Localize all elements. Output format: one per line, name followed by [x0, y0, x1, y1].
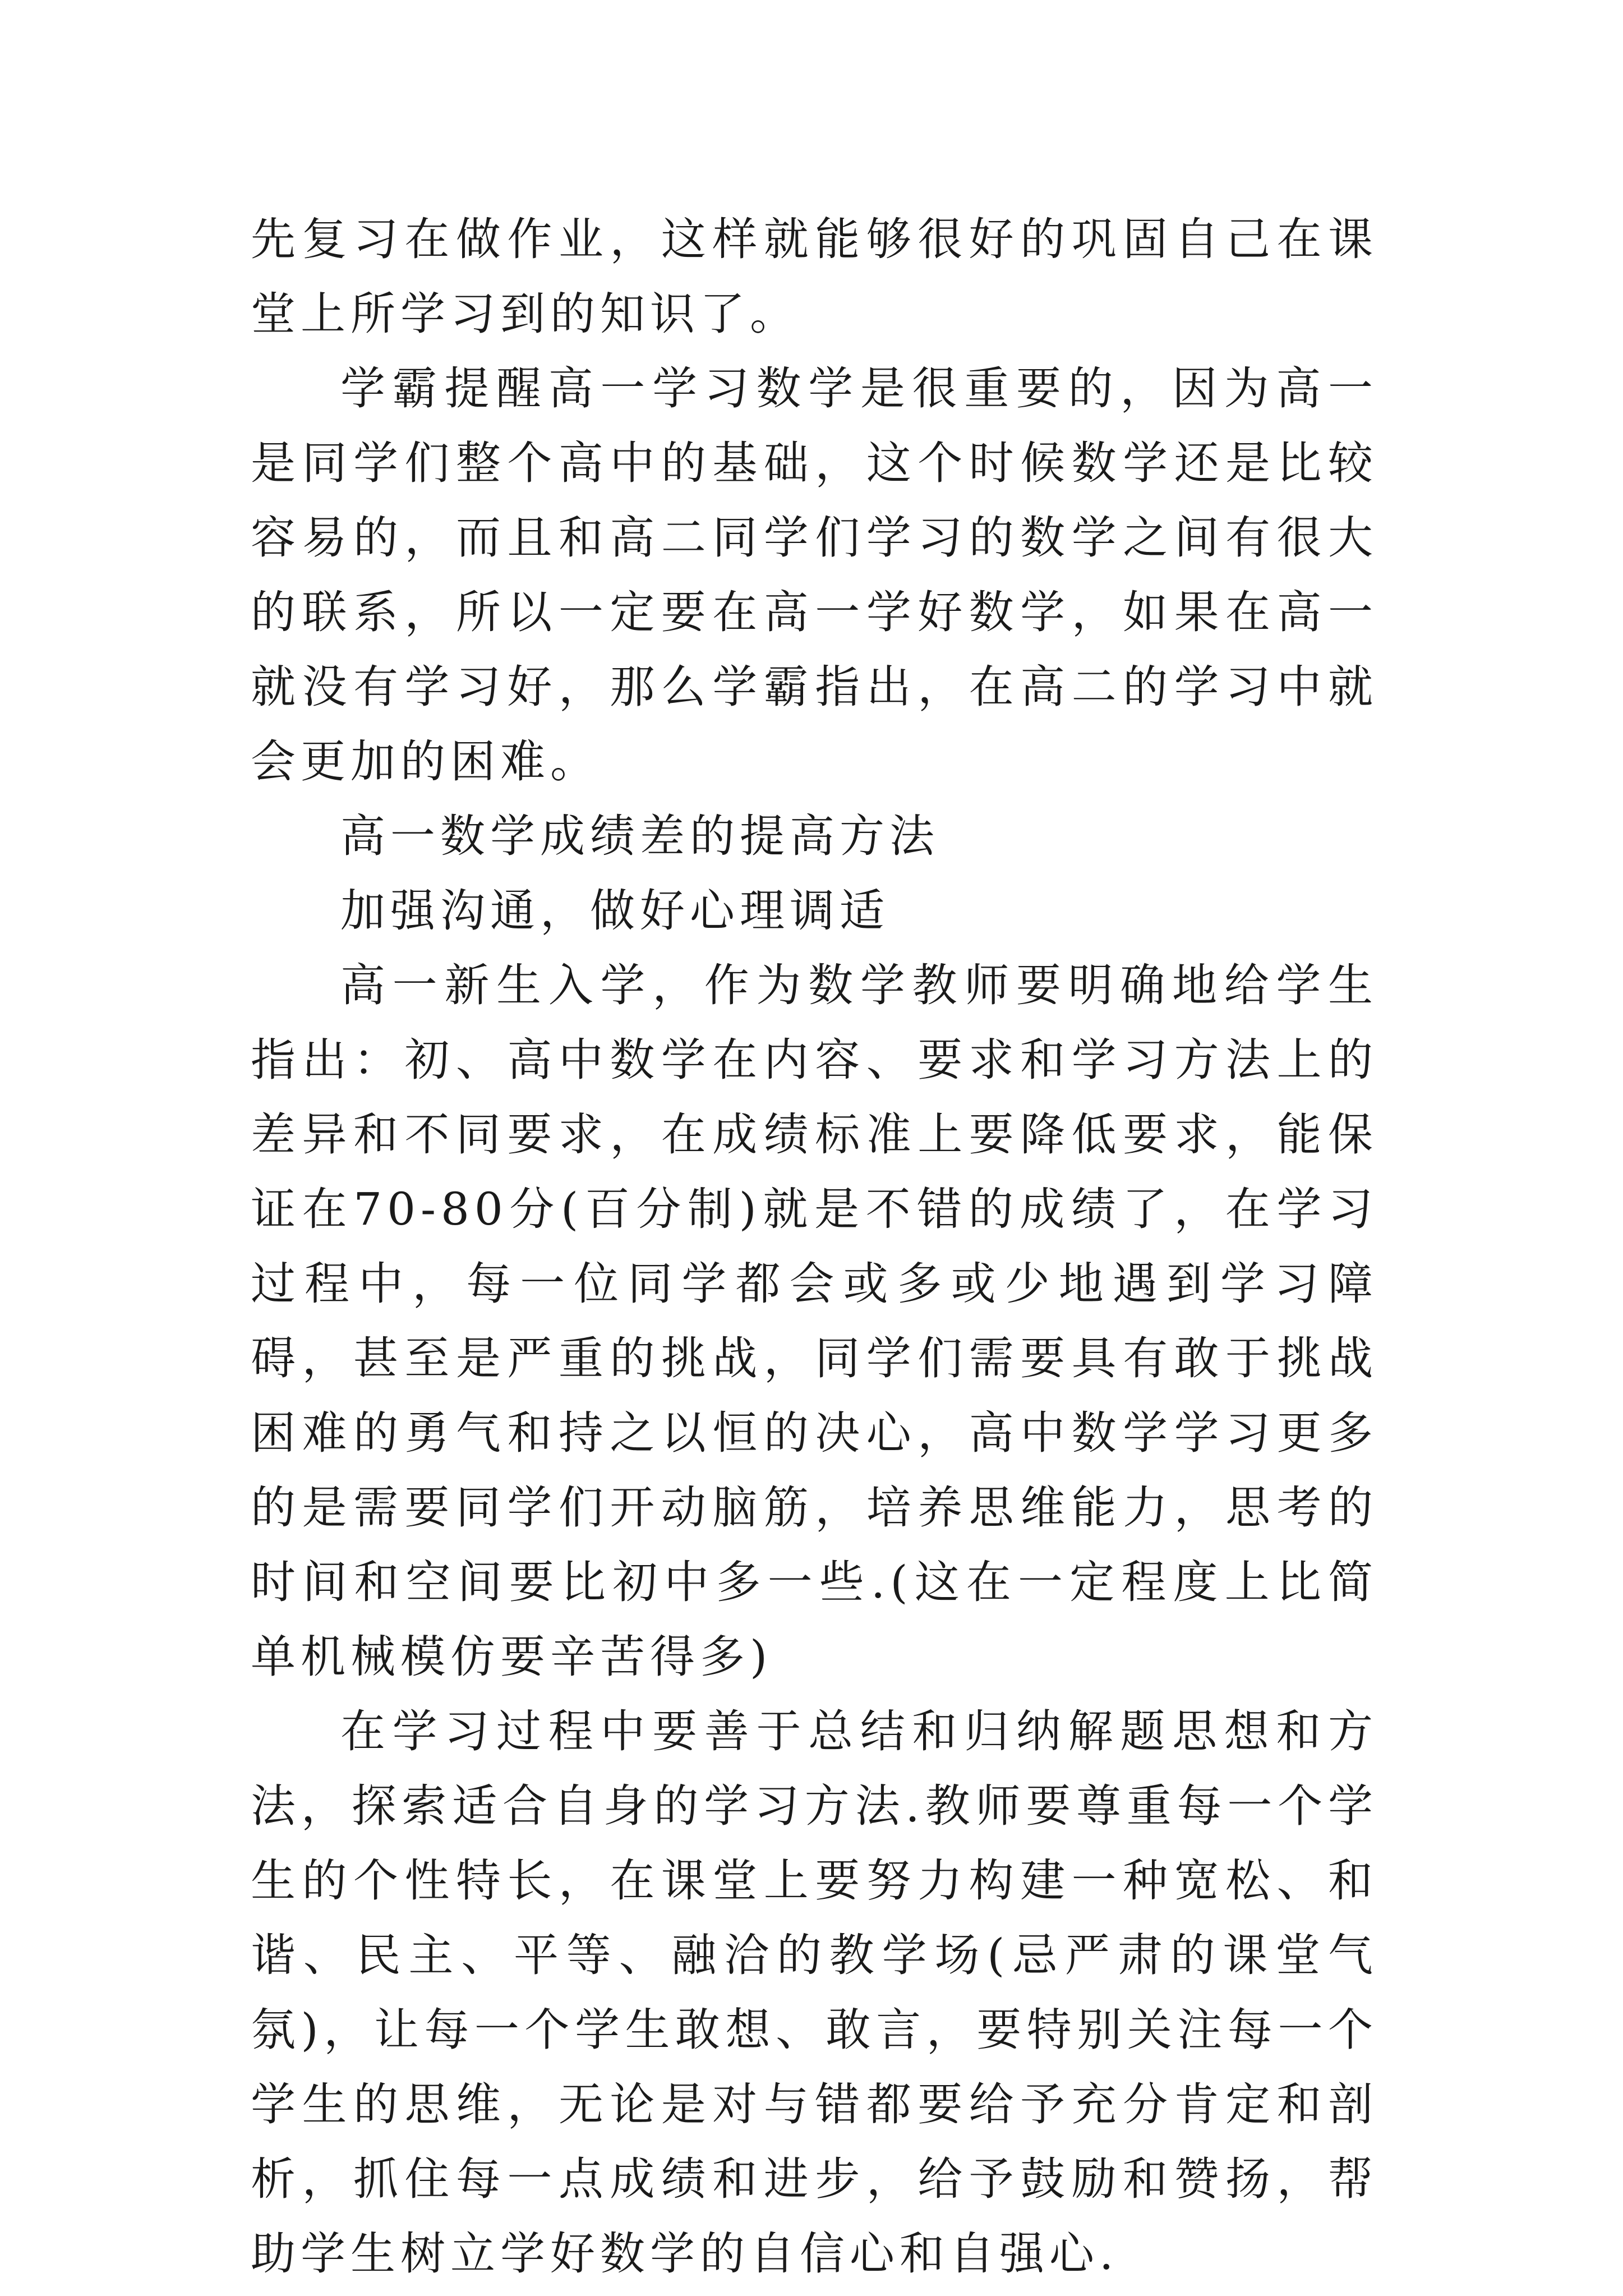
document-body	[251, 202, 1378, 2291]
paragraph-new-students: 高一新生入学，作为数学教师要明确地给学生指出：初、高中数学在内容、要求和学习方法上的差异和不同要求，在成绩标准上要降低要求，能保证在70-80分(百分制)就是不错的成绩了，在学习过程中，每一位同学都会或多或少地遇到学习障碍，甚至是严重的挑战，同学们需要具有敢于挑战困难的勇气和持之以恒的决心，高中数学学习更多的是需要同学们开动脑筋，培养思维能力，思考的时间和空间要比初中多一些.(这在一定程度上比简单机械模仿要辛苦得多)	[251, 959, 1378, 1683]
section-heading: 高一数学成绩差的提高方法	[340, 810, 939, 862]
subsection-heading: 加强沟通，做好心理调适	[340, 885, 889, 937]
paragraph-learning-methods: 在学习过程中要善于总结和归纳解题思想和方法，探索适合自身的学习方法.教师要尊重每一个学生的个性特长，在课堂上要努力构建一种宽松、和谐、民主、平等、融洽的教学场(忌严肃的课堂气氛)，让每一个学生敢想、敢言，要特别关注每一个学生的思维，无论是对与错都要给予充分肯定和剖析，抓住每一点成绩和进步，给予鼓励和赞扬，帮助学生树立学好数学的自信心和自强心.	[251, 1705, 1378, 2280]
paragraph-importance-of-math: 学霸提醒高一学习数学是很重要的，因为高一是同学们整个高中的基础，这个时候数学还是比较容易的，而且和高二同学们学习的数学之间有很大的联系，所以一定要在高一学好数学，如果在高一就没有学习好，那么学霸指出，在高二的学习中就会更加的困难。	[251, 362, 1378, 788]
paragraph-continuation: 先复习在做作业，这样就能够很好的巩固自己在课堂上所学习到的知识了。	[251, 213, 1378, 340]
